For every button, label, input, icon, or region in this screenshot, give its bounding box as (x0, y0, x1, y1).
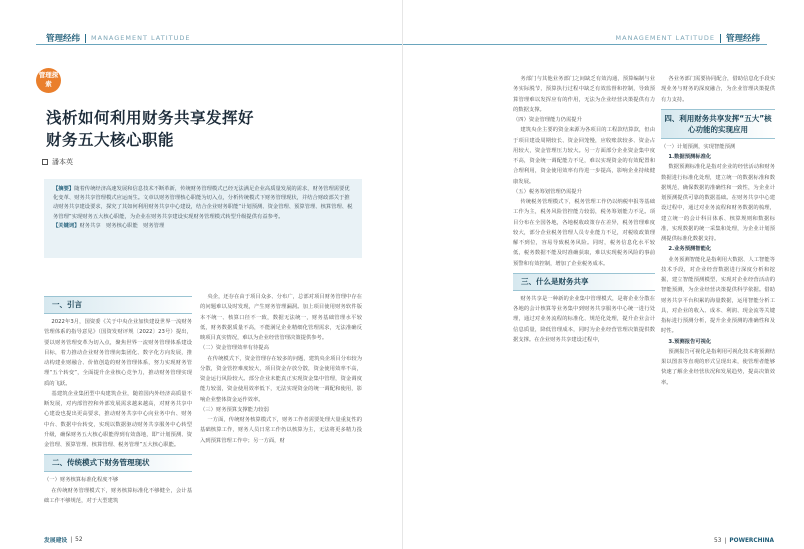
paragraph: 预测报告可视化是指利用可视化技术将预测结果以图表等直观的形式呈现出来，使管理者能够快速了解企业经营状况和发展趋势，提高决策效率。 (661, 348, 775, 386)
page-number: 52 (75, 536, 83, 543)
running-header (616, 32, 760, 44)
sub-heading: 1.数据预测标准化 (668, 154, 712, 160)
paragraph: 数据预测标准化是指对企业的经营活动和财务数据进行标准化处理，建立统一的数据标准和数据规范，确保数据的准确性和一致性，为企业计划预测提供可靠的数据基础。在财务共享中心建设过程中，通过对业务流程和财务数据的梳理，建立统一的会计科目体系、核算规则和数据标准，实现数据的统一采集和处理，为企业计划预测提供标准化数据支持。 (661, 164, 775, 242)
sub-heading: 2.业务预测智能化 (668, 246, 712, 253)
paragraph: 央企，还存在由于项目众多、分布广，总部对项目财务管理中存在的问题难以及时发现，产生财务管理漏洞。加上项目使用财务软件版本不统一、核算口径不一致，数据无法统一，财务基础管理水平较低，财务数据质量不高，不能满足企业精细化管理需求，无法准确反映项目真实情况，难以为企业经营管理决策提供参考。 (200, 294, 362, 341)
section-heading-application: 四、利用财务共享发挥“五大”核心功能的实现应用 (661, 109, 775, 139)
left-footer (44, 535, 83, 544)
article-title-line2: 财务五大核心职能 (46, 131, 175, 149)
abstract-body (53, 185, 353, 222)
header-english: MANAGEMENT LATITUDE (91, 34, 191, 42)
header-section: 管理经纬 (46, 34, 81, 44)
paragraph: 业务预测智能化是指利用大数据、人工智能等技术手段，对企业经营数据进行深度分析和挖掘，建立智能预测模型，实现对企业经营活动的智能预测，为企业经营决策提供科学依据。借助财务共享平台积累的海量数据，运用智能分析工具，对企业的收入、成本、利润、现金流等关键指标进行预测分析，提升企业预测的准确性和及时性。 (661, 256, 775, 335)
paragraph: 财务共享是一种新的企业集中管理模式，是将企业分散在各地的会计核算等业务集中到财务共享服务中心统一进行处理，通过对业务流程的标准化、规范化处理，提升企业会计信息质量，降低管理成本，同时为企业经营管理决策提供数据支撑。在企业财务共享建设过程中， (513, 295, 655, 343)
footer-divider: | (70, 536, 73, 543)
article-title-line1: 浅析如何利用财务共享发挥好 (46, 109, 255, 127)
paragraph: 基建筑企业集团型中央建筑企业，随着国内外经济高质量不断发展，对内部管控和外部发展需求越来越高，对财务共享中心建设也提出更高要求，推动财务共享中心向业务中台、财务中台、数据中台转变，实现以数据驱动财务共享服务中心转型升级，确保财务五大核心职能得到有效落地，即“计划预测、资金管理、预算管理、核算管理、税务管理”五大核心职能。 (44, 390, 192, 448)
sub-heading: （三）财务预算支撑能力较弱 (200, 406, 269, 413)
section-heading-traditional: 二、传统模式下财务管理现状 (44, 454, 192, 472)
running-header (46, 32, 190, 44)
abstract-text: 随着传统经济高速发展和信息技术不断革新，传统财务管理模式已经无法满足企业高质量发展的需求，财务管理需要优化变革、财务共享管理模式应运而生。文章以财务管理核心职能为切入点，分析传统模式下财务管理现状，并结合财政部关于推动财务共享建设要求，探究了其如何利用财务共享中心建设，结合企业财务职能“计划预测、资金管理、预算管理、核算管理、税务管理”实现财务五大核心职能，为企业在财务共享建设实现财务管理模式转型升级提供有益参考。 (53, 186, 353, 220)
header-section: 管理经纬 (725, 34, 760, 44)
header-divider (85, 34, 86, 43)
page-number: 53 (714, 538, 722, 544)
sub-heading: 3.预测报告可视化 (668, 338, 712, 345)
sub-heading: （二）资金管理效率有待提高 (200, 345, 269, 352)
left-column-1 (44, 292, 192, 532)
header-divider (720, 34, 721, 43)
paragraph: 建筑央企主要的资金来源为各项目的工程款结算款，但由于项目建设周期较长、资金回笼慢，应收账款较多、资金占用较大，资金管理压力较大。另一方面部分企业资金集中度不高，资金统一调配能力不足，难以实现资金的有效配置和合理利用，资金使用效率有待进一步提高，影响企业持续健康发展。 (513, 127, 655, 185)
sub-heading: （一）计划预测，实现智能预测 (661, 143, 736, 150)
paragraph: 一方面，传统财务核算模式下，财务工作者需要处理大量重复性的基础核算工作，财务人员日常工作仍以核算为主，无法将更多精力投入到预算管理工作中；另一方面，财 (200, 417, 362, 444)
keywords (53, 222, 353, 231)
left-column-2 (200, 292, 362, 532)
abstract-label: 【摘要】 (53, 186, 75, 192)
paragraph: 在传统模式下，资金管理存在较多的问题，建筑央企项目分布较为分散，资金管控难度较大，项目资金存放分散，资金使用效率不高，资金运行风险较大。部分企业未能真正实现资金集中管理，资金调度能力较弱，资金使用效率低下，无法实现资金的统一调配和使用，影响企业整体资金运作效率。 (200, 355, 362, 403)
abstract-box (44, 179, 362, 258)
author-name: 潘本英 (52, 158, 73, 166)
sub-heading: （一）财务核算标准化程度不够 (44, 477, 119, 484)
paragraph: 2022年3月，国资委《关于中央企业加快建设世界一流财务管理体系的指导意见》（国资发财评规〔2022〕23号）提出，要以财务管理变革为切入点，聚焦世界一流财务管理体系建设目标，着力推动企业财务管理向集团化、数字化方向发展，推动构建业财融合、价值创造的财务管理体系，努力实现财务管理“五个转变”，全面提升企业核心竞争力，推动财务管理实现质的飞跃。 (44, 319, 192, 387)
keywords-text: 财务共享 财务核心职能 财务管理 (79, 222, 165, 229)
author-line (42, 157, 73, 167)
right-footer (714, 538, 774, 544)
column-badge: 管理探索 (36, 68, 61, 93)
header-rule (403, 44, 767, 45)
paragraph: 各业务部门需要协同配合，借助信息化手段实现业务与财务的深度融合，为企业管理决策提供有力支持。 (661, 76, 775, 103)
keywords-label: 【关键词】 (53, 222, 80, 229)
right-column-1 (513, 74, 655, 534)
footer-divider: | (724, 538, 727, 544)
paragraph: 在传统财务管理模式下，财务核算标准化不够健全，会计基础工作不够规范，对于大型建筑 (44, 487, 192, 504)
header-english: MANAGEMENT LATITUDE (615, 34, 715, 42)
right-page (402, 0, 804, 549)
section-heading-intro: 一、引言 (44, 296, 192, 314)
author-marker-icon (42, 159, 48, 165)
footer-brand: POWERCHINA (729, 538, 774, 544)
section-heading-sharing: 三、什么是财务共享 (513, 273, 655, 291)
paragraph: 传统税务管理模式下，税务管理工作仍以纳税申报等基础工作为主，税务风险管控能力较弱，税务筹划能力不足。项目分布在全国各地，各地税收政策存在差异，税务管理难度较大，部分企业税务管理人员专业能力不足，对税收政策理解不到位，容易导致税务风险。同时，税务信息化水平较低，税务数据不能及时准确获取，难以实现税务风险的事前预警和有效控制，增加了企业税务成本。 (513, 199, 655, 267)
header-rule (36, 44, 402, 45)
footer-brand: 发展建设 (44, 538, 68, 544)
right-column-2 (661, 74, 775, 534)
paragraph: 务部门与其他业务部门之间缺乏有效沟通，预算编制与业务实际脱节，预算执行过程中缺乏有效监督和控制，导致预算管理难以发挥应有的作用，无法为企业经营决策提供有力的数据支撑。 (513, 76, 655, 113)
sub-heading: （四）资金管理能力仍需提升 (513, 117, 582, 123)
sub-heading: （五）税务筹划管理仍需提升 (513, 188, 582, 195)
